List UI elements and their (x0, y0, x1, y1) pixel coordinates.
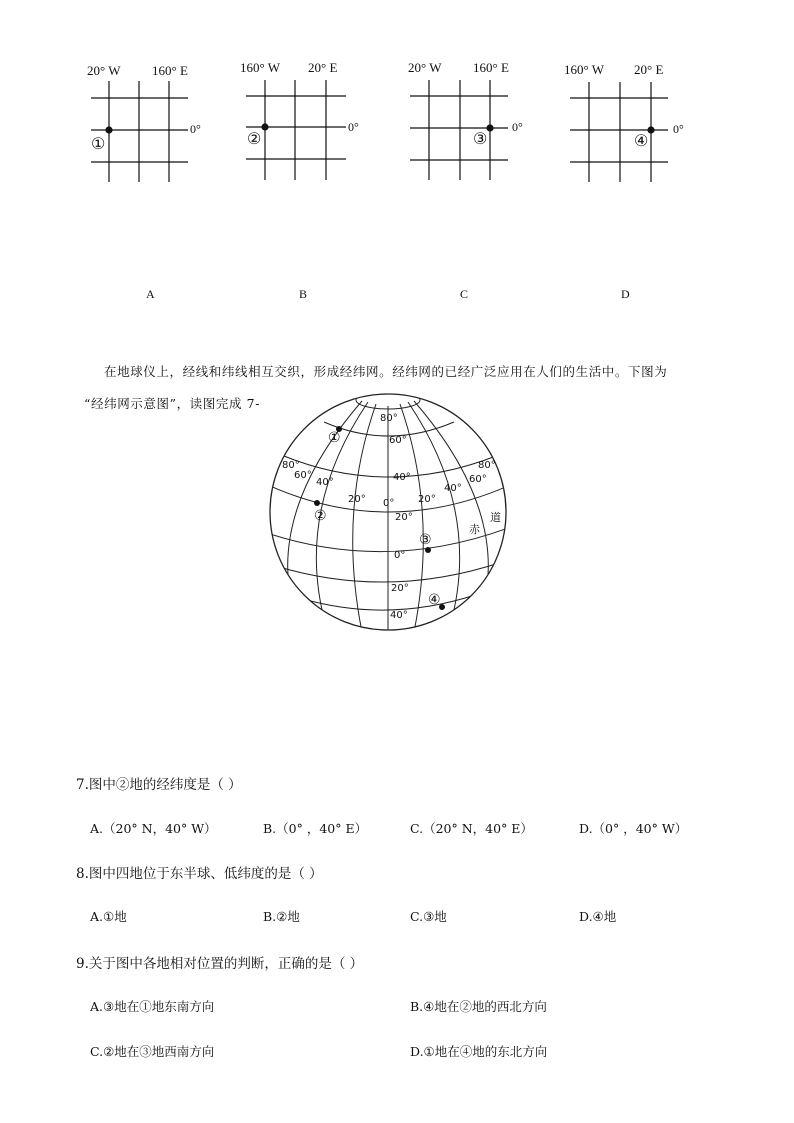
grid-a-point-dot (105, 126, 112, 133)
question-7-option-d[interactable]: D.（0° ，40° W） (579, 821, 688, 836)
grid-d-lines (560, 78, 680, 188)
grid-a-point-marker: ① (91, 136, 106, 153)
longitude-line-e60 (414, 401, 488, 612)
lat-label-n40: 40° (393, 472, 411, 483)
question-7-option-a[interactable]: A.（20° N，40° W） (90, 821, 217, 836)
globe-point-2-label: ② (314, 508, 327, 524)
grid-d-letter: D (621, 287, 630, 301)
lon-label-w20: 20° (348, 494, 366, 505)
grid-c-left-longitude: 20° W (408, 60, 442, 75)
lon-label-0: 0° (383, 498, 395, 509)
grid-b-right-longitude: 20° E (308, 60, 338, 75)
grid-b-equator-label: 0° (348, 120, 359, 134)
lat-label-equator: 0° (394, 550, 406, 561)
grid-a-equator-label: 0° (190, 122, 201, 136)
globe-diagram (264, 386, 514, 636)
grid-d-left-longitude: 160° W (564, 62, 604, 77)
lon-label-e20: 20° (418, 494, 436, 505)
question-9-option-c[interactable]: C.②地在③地西南方向 (90, 1044, 215, 1059)
latitude-line-s20 (276, 562, 502, 582)
lat-label-s20: 20° (391, 583, 409, 594)
globe-point-1-label: ① (328, 430, 341, 446)
lon-label-e40: 40° (444, 483, 462, 494)
lat-label-s40: 40° (390, 610, 408, 621)
lat-label-n80: 80° (380, 413, 398, 424)
question-9-option-d[interactable]: D.①地在④地的东北方向 (410, 1044, 548, 1059)
grid-c-right-longitude: 160° E (473, 60, 509, 75)
globe-point-2-dot (314, 500, 320, 506)
question-8-stem: 8.图中四地位于东半球、低纬度的是（ ） (76, 866, 323, 882)
grid-c-point-marker: ③ (473, 131, 488, 148)
grid-d-point-marker: ④ (634, 133, 649, 150)
question-7-option-b[interactable]: B.（0° ，40° E） (263, 821, 368, 836)
grid-d-point-dot (647, 126, 654, 133)
grid-b-point-dot (261, 123, 268, 130)
equator-char-1: 赤 (469, 523, 480, 536)
intro-line-2: “经纬网示意图”，读图完成 7- (84, 396, 261, 411)
grid-a-lines (80, 78, 200, 188)
grid-d-right-longitude: 20° E (634, 62, 664, 77)
grid-c-lines (400, 76, 520, 186)
question-8-option-c[interactable]: C.③地 (410, 909, 447, 924)
lat-label-left-60: 60° (294, 470, 312, 481)
question-9-option-a[interactable]: A.③地在①地东南方向 (90, 999, 215, 1014)
lon-label-w40: 40° (316, 477, 334, 488)
question-7-stem: 7.图中②地的经纬度是（ ） (76, 777, 242, 793)
question-8-option-d[interactable]: D.④地 (579, 909, 617, 924)
question-9-option-b[interactable]: B.④地在②地的西北方向 (410, 999, 547, 1014)
grid-d-equator-label: 0° (673, 122, 684, 136)
grid-b-point-marker: ② (247, 131, 262, 148)
globe-point-3-label: ③ (419, 532, 432, 548)
globe-point-4-label: ④ (428, 592, 441, 608)
equator-char-2: 道 (490, 511, 501, 524)
grid-a-left-longitude: 20° W (87, 63, 121, 78)
question-7-option-c[interactable]: C.（20° N，40° E） (410, 821, 533, 836)
grid-a-letter: A (146, 287, 155, 301)
lat-label-right-60: 60° (469, 474, 487, 485)
grid-c-letter: C (460, 287, 469, 301)
latitude-line-s40 (300, 594, 478, 610)
grid-a-right-longitude: 160° E (152, 63, 188, 78)
lat-label-left-80: 80° (282, 460, 300, 471)
grid-b-letter: B (299, 287, 308, 301)
question-8-option-b[interactable]: B.②地 (263, 909, 300, 924)
lat-label-right-80: 80° (478, 460, 496, 471)
grid-b-left-longitude: 160° W (240, 60, 280, 75)
grid-c-equator-label: 0° (512, 120, 523, 134)
grid-c-point-dot (486, 124, 493, 131)
longitude-line-w20 (353, 404, 376, 632)
lat-label-n60: 60° (389, 435, 407, 446)
intro-line-1: 在地球仪上，经线和纬线相互交织，形成经纬网。经纬网的已经广泛应用在人们的生活中。下图为 (104, 364, 668, 379)
question-9-stem: 9.关于图中各地相对位置的判断，正确的是（ ） (76, 956, 364, 972)
lat-label-n20: 20° (395, 512, 413, 523)
question-8-option-a[interactable]: A.①地 (90, 909, 127, 924)
